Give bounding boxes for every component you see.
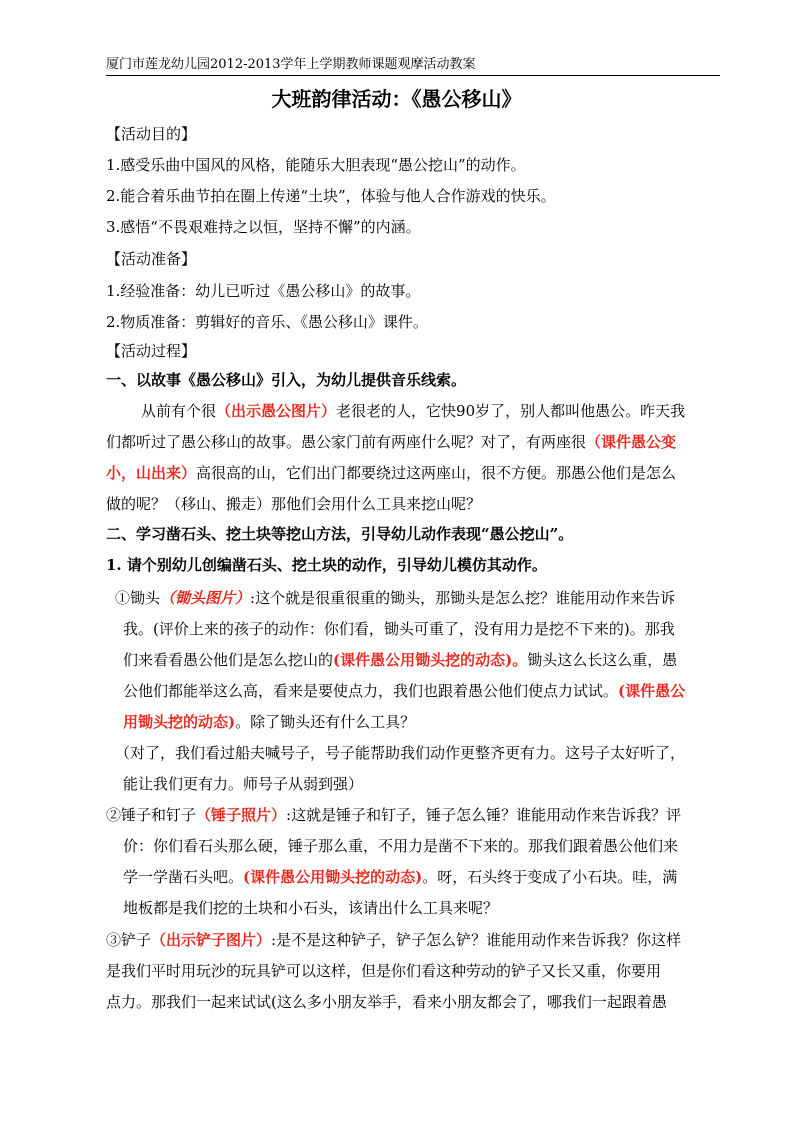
preparation-item-2 — [106, 312, 428, 332]
text-segment: 一、以故事《愚公移山》引入，为幼儿提供音乐线索。 — [106, 371, 467, 389]
text-segment: 能让我们更有力。师号子从弱到强） — [123, 775, 364, 793]
paragraph-line — [106, 463, 676, 483]
text-segment: （对了，我们看过船夫喊号子，号子能帮助我们动作更整齐更有力。这号子太好听了， — [115, 744, 686, 762]
annotation-text: （锄头图片） — [160, 589, 251, 607]
paragraph-line — [123, 619, 675, 639]
paragraph-line — [106, 961, 661, 981]
page-title: 大班韵律活动：《愚公移山》 — [271, 87, 522, 111]
text-segment: 【活动目的】 — [106, 125, 197, 143]
annotation-text: （出示铲子图片） — [151, 931, 272, 949]
goal-item-1 — [106, 155, 526, 175]
text-segment: :这就是锤子和钉子，锤子怎么锤？谁能用动作来告诉我？评 — [286, 806, 682, 824]
paragraph-line — [123, 867, 677, 887]
paragraph-line — [123, 712, 415, 732]
text-segment: ②锤子和钉子 — [106, 806, 197, 824]
text-segment: ①锄头 — [115, 589, 161, 607]
text-segment: 公他们都能举这么高，看来是要使点力，我们也跟着愚公他们使点力试试。 — [123, 682, 619, 700]
step-heading-2 — [106, 524, 573, 544]
text-segment: 老很老的人，它快90岁了，别人都叫他愚公。昨天我 — [336, 402, 686, 420]
annotation-text: 小，山出来） — [106, 464, 197, 482]
annotation-text: (课件愚公用锄头挖的动态) — [243, 868, 423, 886]
paragraph-line — [106, 992, 667, 1012]
paragraph-line — [123, 650, 677, 670]
text-segment: 1.经验准备：幼儿已听过《愚公移山》的故事。 — [106, 282, 421, 300]
page-header: 厦门市莲龙幼儿园2012-2013学年上学期教师课题观摩活动教案 — [106, 56, 720, 76]
paragraph-line — [123, 681, 685, 701]
annotation-text: （课件愚公变 — [586, 433, 677, 451]
paragraph-line — [115, 588, 675, 608]
paragraph-line — [123, 836, 678, 856]
text-segment: 高很高的山，它们出门都要绕过这两座山，很不方便。那愚公他们是怎么 — [196, 464, 677, 482]
paragraph-line — [123, 898, 498, 918]
text-segment: :这个就是很重很重的锄头，那锄头是怎么挖？谁能用动作来告诉 — [250, 589, 676, 607]
text-segment: 学一学凿石头吧。 — [123, 868, 244, 886]
preparation-item-1 — [106, 281, 420, 301]
step-heading-1 — [106, 370, 466, 390]
annotation-text: 用锄头挖的动态) — [123, 713, 236, 731]
text-segment: 2.物质准备：剪辑好的音乐、《愚公移山》课件。 — [106, 313, 428, 331]
text-segment: 1. 请个别幼儿创编凿石头、挖土块的动作，引导幼儿模仿其动作。 — [106, 556, 547, 574]
annotation-text: (课件愚公用锄头挖的动态)。 — [333, 651, 528, 669]
text-segment: 地板都是我们挖的土块和小石头，该请出什么工具来呢？ — [123, 899, 499, 917]
text-segment: 锄头这么长这么重，愚 — [527, 651, 678, 669]
paragraph-line — [106, 930, 681, 950]
text-segment: 3.感悟“不畏艰难持之以恒，坚持不懈”的内涵。 — [106, 218, 421, 236]
text-segment: 2.能合着乐曲节拍在圈上传递“土块”，体验与他人合作游戏的快乐。 — [106, 187, 556, 205]
section-heading-process — [106, 341, 196, 361]
text-segment: 。呀，石头终于变成了小石块。哇，满 — [422, 868, 678, 886]
annotation-text: （出示愚公图片） — [216, 402, 337, 420]
paragraph-line — [123, 774, 363, 794]
annotation-text: （锤子照片） — [196, 806, 287, 824]
text-segment: 们来看看愚公他们是怎么挖山的 — [123, 651, 334, 669]
substep-heading-1 — [106, 555, 547, 575]
text-segment: 1.感受乐曲中国风的风格，能随乐大胆表现“愚公挖山”的动作。 — [106, 156, 526, 174]
goal-item-2 — [106, 186, 556, 206]
text-segment: 我。(评价上来的孩子的动作：你们看，锄头可重了，没有用力是挖不下来的)。那我 — [123, 620, 675, 638]
text-segment: 【活动准备】 — [106, 250, 197, 268]
text-segment: 。除了锄头还有什么工具？ — [235, 713, 416, 731]
paragraph-line — [115, 743, 685, 763]
paragraph-line — [106, 805, 681, 825]
text-segment: 做的呢？（移山、搬走）那他们会用什么工具来挖山呢？ — [106, 495, 482, 513]
annotation-text: (课件愚公 — [618, 682, 686, 700]
goal-item-3 — [106, 217, 421, 237]
text-segment: 二、学习凿石头、挖土块等挖山方法，引导幼儿动作表现“愚公挖山”。 — [106, 525, 574, 543]
section-heading-preparation — [106, 249, 196, 269]
text-segment: 【活动过程】 — [106, 342, 197, 360]
text-segment: ③铲子 — [106, 931, 152, 949]
text-segment: 从前有个很 — [141, 402, 217, 420]
text-segment: 价：你们看石头那么硬，锤子那么重，不用力是凿不下来的。那我们跟着愚公他们来 — [123, 837, 679, 855]
paragraph-line — [141, 401, 685, 421]
paragraph-line — [106, 494, 481, 514]
text-segment: 是我们平时用玩沙的玩具铲可以这样，但是你们看这种劳动的铲子又长又重，你要用 — [106, 962, 662, 980]
text-segment: 点力。那我们一起来试试(这么多小朋友举手，看来小朋友都会了，哪我们一起跟着愚 — [106, 993, 667, 1011]
section-heading-goals — [106, 124, 196, 144]
text-segment: :是不是这种铲子，铲子怎么铲？谁能用动作来告诉我？你这样 — [271, 931, 682, 949]
text-segment: 们都听过了愚公移山的故事。愚公家门前有两座什么呢？对了，有两座很 — [106, 433, 587, 451]
paragraph-line — [106, 432, 676, 452]
